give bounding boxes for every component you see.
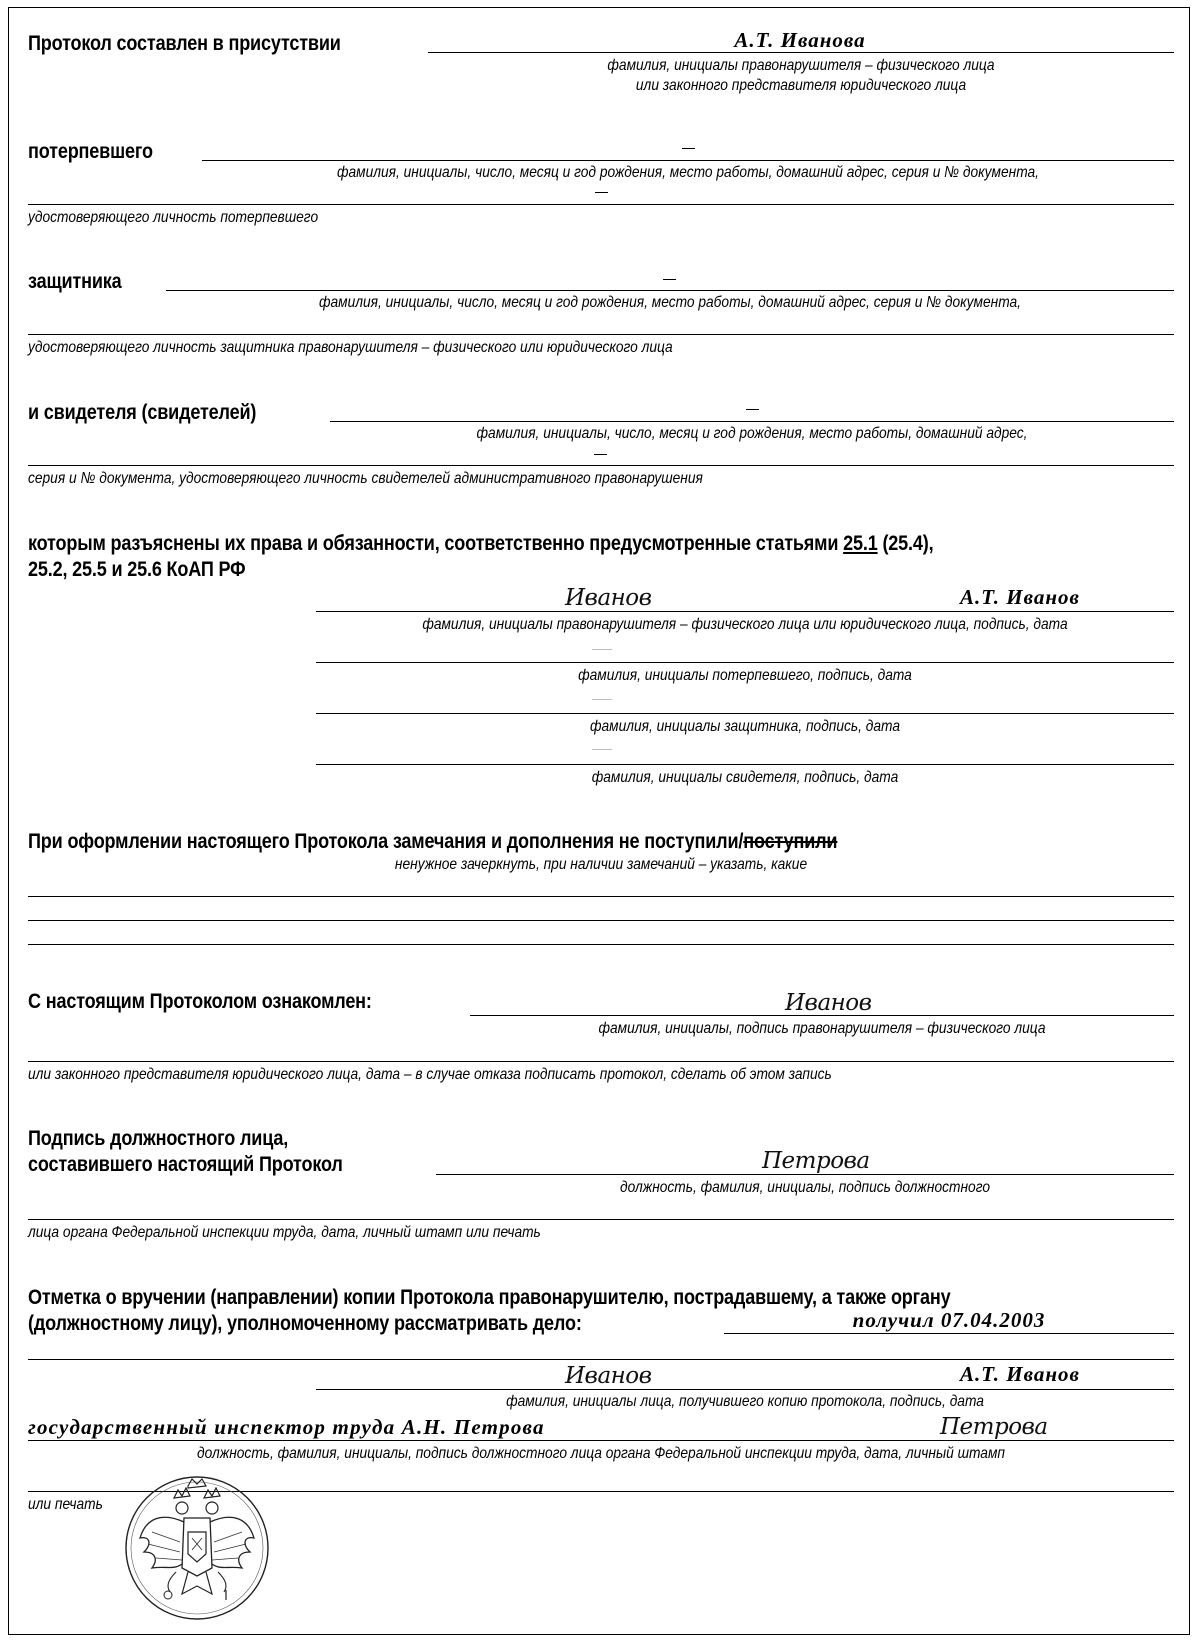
protocol-page — [8, 7, 1190, 1635]
delivery-inspector-line — [28, 1440, 1174, 1441]
defender-hint-1: фамилия, инициалы, число, месяц и год рождения, место работы, домашний адрес, серия и № документа, — [318, 294, 1021, 311]
rights-article-link: 25.1 — [843, 532, 878, 555]
defender-dash-1 — [663, 279, 676, 280]
delivery-value: получил 07.04.2003 — [852, 1308, 1046, 1332]
rights-victim-hint: фамилия, инициалы потерпевшего, подпись, дата — [578, 667, 912, 684]
rights-defender-line — [316, 713, 1174, 714]
delivery-recipient-line — [316, 1389, 1174, 1390]
victim-hint-1: фамилия, инициалы, число, месяц и год рождения, место работы, домашний адрес, серия и № документа, — [336, 164, 1039, 181]
victim-dash-2 — [595, 192, 608, 193]
remarks-struck-word: поступили — [743, 830, 838, 853]
official-label-2: составившего настоящий Протокол — [28, 1153, 343, 1176]
presence-hint-2: или законного представителя юридического лица — [635, 77, 967, 94]
rights-offender-signature: Иванов — [565, 585, 652, 611]
victim-dash-1 — [682, 148, 695, 149]
delivery-stamp-hint: или печать — [28, 1496, 103, 1513]
delivery-inspector-signature: Петрова — [940, 1414, 1048, 1440]
witness-dash-1 — [746, 409, 759, 410]
remarks-label — [28, 830, 837, 854]
delivery-recipient-name: А.Т. Иванов — [960, 1362, 1080, 1386]
rights-offender-line — [316, 611, 1174, 612]
defender-line-1 — [166, 290, 1174, 291]
rights-defender-hint: фамилия, инициалы защитника, подпись, дата — [589, 718, 901, 735]
rights-witness-line — [316, 764, 1174, 765]
official-hint-1: должность, фамилия, инициалы, подпись должностного — [620, 1179, 990, 1196]
victim-line-1 — [202, 160, 1174, 161]
rights-victim-dash — [592, 649, 612, 650]
delivery-inspector-hint: должность, фамилия, инициалы, подпись должностного лица органа Федеральной инспекции труда, дата, личный штамп — [197, 1445, 1005, 1462]
defender-hint-2: удостоверяющего личность защитника правонарушителя – физического или юридического лица — [28, 339, 673, 356]
coat-of-arms-seal-icon — [122, 1472, 272, 1624]
presence-label: Протокол составлен в присутствии — [28, 32, 341, 55]
remarks-line-2 — [28, 920, 1174, 921]
rights-line-2: 25.2, 25.5 и 25.6 КоАП РФ — [28, 558, 246, 581]
official-line-2 — [28, 1219, 1174, 1220]
presence-hint-1: фамилия, инициалы правонарушителя – физического лица — [607, 57, 995, 74]
acquainted-hint-1: фамилия, инициалы, подпись правонарушителя – физического лица — [598, 1020, 1046, 1037]
official-label-1: Подпись должностного лица, — [28, 1127, 289, 1150]
delivery-label-1: Отметка о вручении (направлении) копии Протокола правонарушителю, пострадавшему, а также органу — [28, 1286, 951, 1309]
official-line-1 — [436, 1174, 1174, 1175]
acquainted-line-2 — [28, 1061, 1174, 1062]
witness-label: и свидетеля (свидетелей) — [28, 401, 257, 424]
remarks-hint: ненужное зачеркнуть, при наличии замечаний – указать, какие — [394, 856, 808, 873]
delivery-inspector: государственный инспектор труда А.Н. Петрова — [28, 1415, 545, 1439]
rights-line-1-end: (25.4), — [877, 532, 934, 555]
rights-line-1-text: которым разъяснены их права и обязанности, соответственно предусмотренные статьями — [28, 532, 844, 555]
remarks-line-3 — [28, 944, 1174, 945]
acquainted-signature: Иванов — [785, 990, 872, 1016]
witness-hint-2: серия и № документа, удостоверяющего личность свидетелей административного правонарушения — [28, 470, 703, 487]
rights-defender-dash — [592, 699, 612, 700]
presence-value: А.Т. Иванова — [734, 28, 866, 52]
presence-line — [428, 52, 1174, 53]
victim-label: потерпевшего — [28, 140, 153, 163]
remarks-label-text: При оформлении настоящего Протокола замечания и дополнения не поступили/ — [28, 830, 744, 853]
delivery-line-1 — [724, 1333, 1174, 1334]
official-signature: Петрова — [762, 1148, 870, 1174]
remarks-line-1 — [28, 896, 1174, 897]
witness-hint-1: фамилия, инициалы, число, месяц и год рождения, место работы, домашний адрес, — [476, 425, 1028, 442]
victim-hint-2: удостоверяющего личность потерпевшего — [28, 209, 319, 226]
acquainted-hint-2: или законного представителя юридического лица, дата – в случае отказа подписать протокол, сделать об этом запись — [28, 1066, 832, 1083]
defender-label: защитника — [28, 270, 122, 293]
delivery-line-2 — [28, 1359, 1174, 1360]
rights-witness-hint: фамилия, инициалы свидетеля, подпись, дата — [591, 769, 899, 786]
acquainted-line-1 — [470, 1015, 1174, 1016]
witness-line-1 — [330, 421, 1174, 422]
acquainted-label: С настоящим Протоколом ознакомлен: — [28, 990, 372, 1013]
rights-witness-dash — [592, 749, 612, 750]
victim-line-2 — [28, 204, 1174, 205]
delivery-recipient-signature: Иванов — [565, 1363, 652, 1389]
delivery-label-2: (должностному лицу), уполномоченному рассматривать дело: — [28, 1312, 582, 1335]
rights-offender-hint: фамилия, инициалы правонарушителя – физического лица или юридического лица, подпись, дата — [422, 616, 1068, 633]
rights-offender-name: А.Т. Иванов — [960, 585, 1080, 609]
witness-dash-2 — [594, 454, 607, 455]
delivery-recipient-hint: фамилия, инициалы лица, получившего копию протокола, подпись, дата — [506, 1393, 984, 1410]
witness-line-2 — [28, 465, 1174, 466]
rights-line-1 — [28, 532, 933, 556]
official-hint-2: лица органа Федеральной инспекции труда, дата, личный штамп или печать — [28, 1224, 541, 1241]
rights-victim-line — [316, 662, 1174, 663]
defender-line-2 — [28, 334, 1174, 335]
